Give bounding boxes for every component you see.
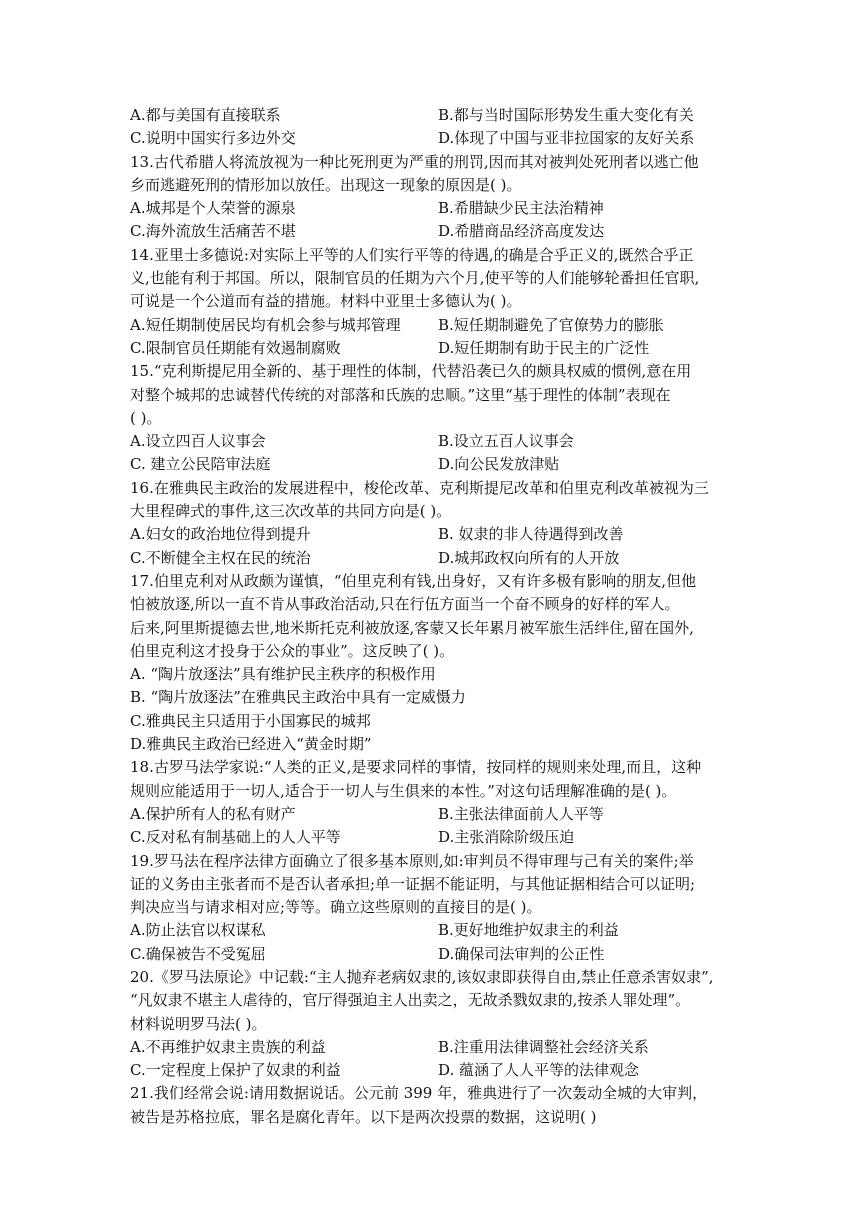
q14-options-row-1 [130,314,730,337]
q12-options-row-1 [130,104,730,127]
q17-stem-line: 伯里克利这才投身于公众的事业”。这反映了( )。 [130,641,455,660]
q19-option-a[interactable]: A.防止法官以权谋私 [130,921,266,940]
q19-option-b[interactable]: B.更好地维护奴隶主的利益 [438,921,619,940]
q16-stem-line: 16.在雅典民主政治的发展进程中，梭伦改革、克利斯提尼改革和伯里克利改革被视为三 [130,478,709,497]
q14-option-a[interactable]: A.短任期制使居民均有机会参与城邦管理 [130,315,401,334]
q12-options-row-2 [130,127,730,150]
q18-stem-line: 18.古罗马法学家说:“人类的正义,是要求同样的事情，按同样的规则来处理,而且，这种 [130,758,702,777]
q19-stem-line: 判决应当与请求相对应;等等。确立这些原则的直接目的是( )。 [130,898,542,917]
q15-stem-line: ( )。 [130,408,162,427]
q14-option-b[interactable]: B.短任期制避免了官僚势力的膨胀 [438,315,664,334]
q15-stem-line: 对整个城邦的忠诚替代传统的对部落和氏族的忠顺。”这里“基于理性的体制”表现在 [130,385,671,404]
exam-page [130,104,730,1129]
q16-options-row-2 [130,547,730,570]
q21-stem-line: 21.我们经常会说:请用数据说话。公元前 399 年，雅典进行了一次轰动全城的大审判， [130,1084,708,1103]
q19-options-row-2 [130,943,730,966]
q16-option-c[interactable]: C.不断健全主权在民的统治 [130,548,311,567]
q19-stem-line: 19.罗马法在程序法律方面确立了很多基本原则,如:审判员不得审理与己有关的案件;举 [130,851,694,870]
q14-option-c[interactable]: C.限制官员任期能有效遏制腐败 [130,338,341,357]
q20-option-d[interactable]: D. 蕴涵了人人平等的法律观念 [438,1061,640,1080]
q18-option-d[interactable]: D.主张消除阶级压迫 [438,828,575,847]
q15-options-row-1 [130,430,730,453]
q17-option-d[interactable]: D.雅典民主政治已经进入“黄金时期” [130,735,372,754]
q17-stem-line: 后来,阿里斯提德去世,地米斯托克利被放逐,客蒙又长年累月被军旅生活绊住,留在国外, [130,618,694,637]
q17-stem-line: 17.伯里克利对从政颇为谨慎，“伯里克利有钱,出身好，又有许多极有影响的朋友,但他 [130,571,697,590]
q13-stem-line: 13.古代希腊人将流放视为一种比死刑更为严重的刑罚,因而其对被判处死刑者以逃亡他 [130,152,699,171]
q13-options-row-1 [130,197,730,220]
q20-options-row-2 [130,1059,730,1082]
q13-option-d[interactable]: D.希腊商品经济高度发达 [438,222,605,241]
q21-stem-line: 被告是苏格拉底，罪名是腐化青年。以下是两次投票的数据，这说明( ) [130,1107,597,1126]
q15-option-b[interactable]: B.设立五百人议事会 [438,432,574,451]
q14-stem-line: 可说是一个公道而有益的措施。材料中亚里士多德认为( )。 [130,292,522,311]
q16-option-d[interactable]: D.城邦政权向所有的人开放 [438,548,620,567]
q12-option-c[interactable]: C.说明中国实行多边外交 [130,129,296,148]
q20-option-c[interactable]: C.一定程度上保护了奴隶的利益 [130,1061,341,1080]
q12-option-a[interactable]: A.都与美国有直接联系 [130,106,281,124]
q20-options-row-1 [130,1036,730,1059]
q19-option-d[interactable]: D.确保司法审判的公正性 [438,944,605,963]
q16-option-b[interactable]: B. 奴隶的非人待遇得到改善 [438,525,624,544]
q15-option-c[interactable]: C. 建立公民陪审法庭 [130,455,271,474]
q15-options-row-2 [130,453,730,476]
q15-option-a[interactable]: A.设立四百人议事会 [130,432,266,451]
q17-option-b[interactable]: B. “陶片放逐法”在雅典民主政治中具有一定威慑力 [130,688,466,707]
q15-stem-line: 15.“克利斯提尼用全新的、基于理性的体制，代替沿袭已久的颇具权威的惯例,意在用 [130,362,692,381]
q12-option-b[interactable]: B.都与当时国际形势发生重大变化有关 [438,106,694,124]
q14-stem-line: 14.亚里士多德说:对实际上平等的人们实行平等的待遇,的确是合乎正义的,既然合乎正 [130,245,694,264]
q18-option-c[interactable]: C.反对私有制基础上的人人平等 [130,828,341,847]
q13-option-c[interactable]: C.海外流放生活痛苦不堪 [130,222,296,241]
q18-stem-line: 规则应能适用于一切人,适合于一切人与生俱来的本性。”对这句话理解准确的是( )。 [130,781,677,800]
q16-options-row-1 [130,523,730,546]
q18-option-a[interactable]: A.保护所有人的私有财产 [130,804,296,823]
q19-options-row-1 [130,919,730,942]
q13-option-a[interactable]: A.城邦是个人荣誉的源泉 [130,199,296,218]
q20-stem-line: “凡奴隶不堪主人虐待的，官厅得强迫主人出卖之，无故杀戮奴隶的,按杀人罪处理”。 [130,991,691,1010]
q17-stem-line: 怕被放逐,所以一直不肯从事政治活动,只在行伍方面当一个奋不顾身的好样的军人。 [130,595,680,614]
q16-option-a[interactable]: A.妇女的政治地位得到提升 [130,525,311,544]
q16-stem-line: 大里程碑式的事件,这三次改革的共同方向是( )。 [130,502,452,521]
q20-stem-line: 材料说明罗马法( )。 [130,1014,267,1033]
q12-option-d[interactable]: D.体现了中国与亚非拉国家的友好关系 [438,129,695,148]
q18-option-b[interactable]: B.主张法律面前人人平等 [438,804,604,823]
q13-options-row-2 [130,220,730,243]
q20-option-a[interactable]: A.不再维护奴隶主贵族的利益 [130,1037,326,1056]
q13-option-b[interactable]: B.希腊缺少民主法治精神 [438,199,604,218]
q19-stem-line: 证的义务由主张者而不是否认者承担;单一证据不能证明，与其他证据相结合可以证明; [130,874,696,893]
q17-option-a[interactable]: A. “陶片放逐法”具有维护民主秩序的积极作用 [130,665,436,684]
q14-option-d[interactable]: D.短任期制有助于民主的广泛性 [438,338,650,357]
q14-options-row-2 [130,337,730,360]
q18-options-row-1 [130,803,730,826]
q17-option-c[interactable]: C.雅典民主只适用于小国寡民的城邦 [130,711,371,730]
q13-stem-line: 乡而逃避死刑的情形加以放任。出现这一现象的原因是( )。 [130,175,522,194]
q15-option-d[interactable]: D.向公民发放津贴 [438,455,560,474]
q14-stem-line: 义,也能有利于邦国。所以，限制官员的任期为六个月,使平等的人们能够轮番担任官职, [130,269,700,288]
q20-option-b[interactable]: B.注重用法律调整社会经济关系 [438,1037,649,1056]
q20-stem-line: 20.《罗马法原论》中记载:“主人抛弃老病奴隶的,该奴隶即获得自由,禁止任意杀害奴隶”, [130,967,714,986]
q19-option-c[interactable]: C.确保被告不受冤屈 [130,944,266,963]
q18-options-row-2 [130,826,730,849]
